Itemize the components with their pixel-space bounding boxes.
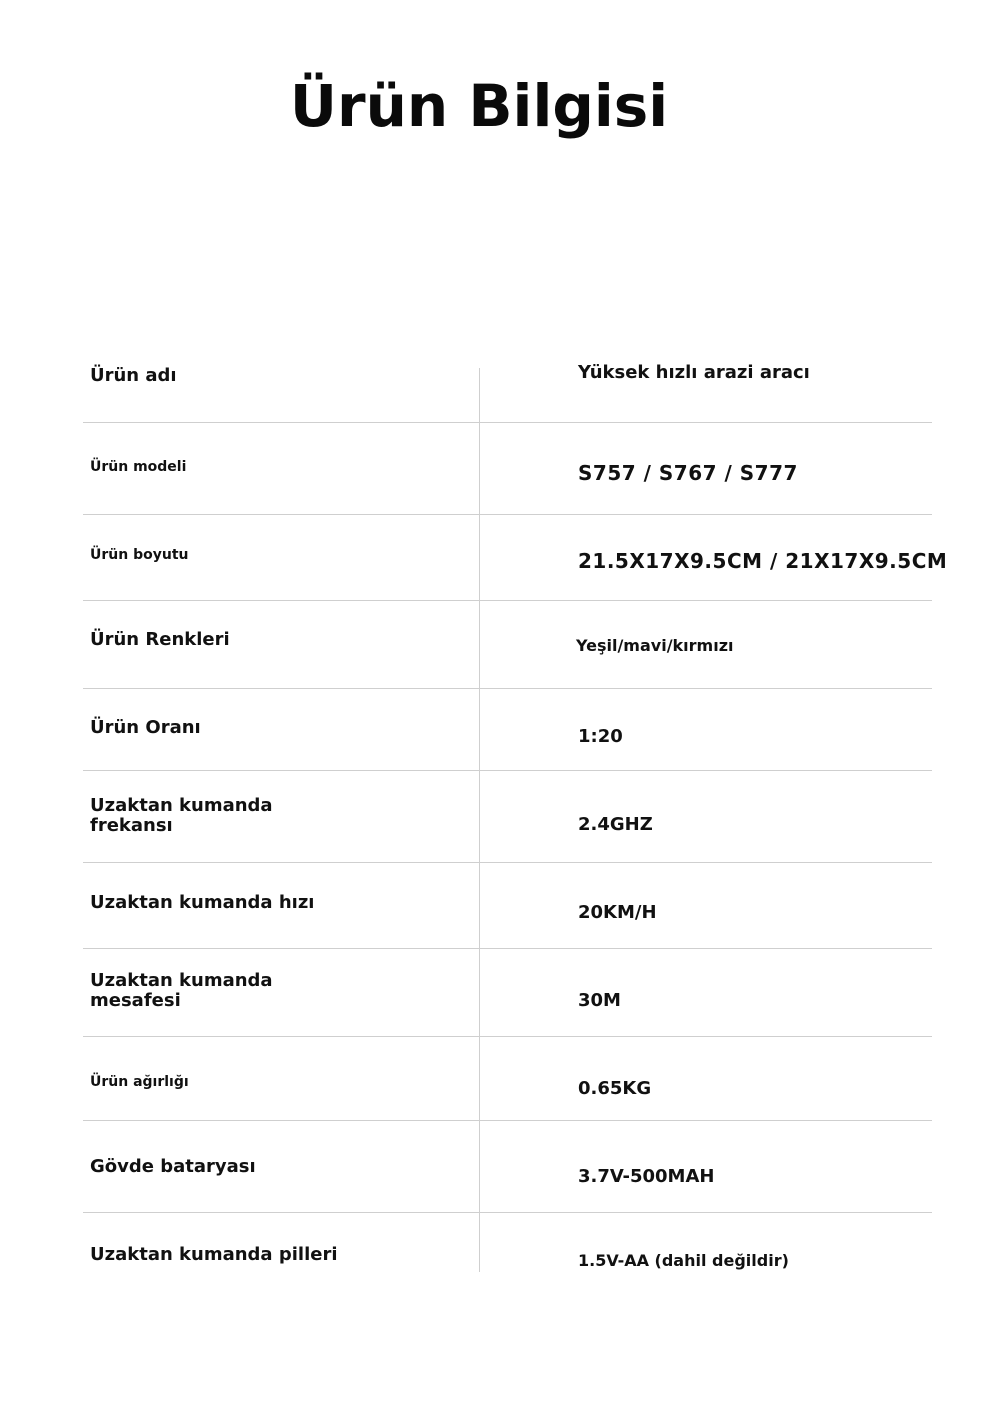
spec-label-body-battery: Gövde bataryası	[90, 1156, 256, 1177]
spec-label-product-model: Ürün modeli	[90, 459, 187, 475]
spec-value-remote-distance: 30M	[578, 990, 621, 1011]
spec-label-product-size: Ürün boyutu	[90, 547, 189, 563]
spec-label-product-scale: Ürün Oranı	[90, 717, 201, 738]
spec-label-product-colors: Ürün Renkleri	[90, 629, 230, 650]
spec-label-product-name: Ürün adı	[90, 365, 177, 386]
spec-label-remote-frequency: Uzaktan kumanda frekansı	[90, 795, 273, 836]
spec-value-product-model: S757 / S767 / S777	[578, 461, 798, 485]
page-title: Ürün Bilgisi	[289, 72, 669, 140]
row-divider	[83, 600, 932, 601]
column-divider	[479, 368, 480, 1272]
spec-value-product-scale: 1:20	[578, 726, 623, 747]
row-divider	[83, 1120, 932, 1121]
row-divider	[83, 688, 932, 689]
row-divider	[83, 948, 932, 949]
spec-value-product-colors: Yeşil/mavi/kırmızı	[576, 636, 734, 655]
spec-label-product-weight: Ürün ağırlığı	[90, 1074, 189, 1090]
spec-label-remote-speed: Uzaktan kumanda hızı	[90, 892, 315, 913]
spec-label-remote-batteries: Uzaktan kumanda pilleri	[90, 1244, 338, 1265]
spec-value-product-name: Yüksek hızlı arazi aracı	[578, 362, 810, 383]
spec-value-product-weight: 0.65KG	[578, 1078, 652, 1099]
spec-value-remote-batteries: 1.5V-AA (dahil değildir)	[578, 1251, 789, 1270]
row-divider	[83, 1212, 932, 1213]
spec-value-remote-speed: 20KM/H	[578, 902, 657, 923]
row-divider	[83, 770, 932, 771]
spec-label-remote-distance: Uzaktan kumanda mesafesi	[90, 970, 273, 1011]
row-divider	[83, 514, 932, 515]
row-divider	[83, 422, 932, 423]
spec-value-product-size: 21.5X17X9.5CM / 21X17X9.5CM	[578, 549, 948, 573]
row-divider	[83, 1036, 932, 1037]
row-divider	[83, 862, 932, 863]
spec-value-remote-frequency: 2.4GHZ	[578, 814, 653, 835]
spec-value-body-battery: 3.7V-500MAH	[578, 1166, 715, 1187]
